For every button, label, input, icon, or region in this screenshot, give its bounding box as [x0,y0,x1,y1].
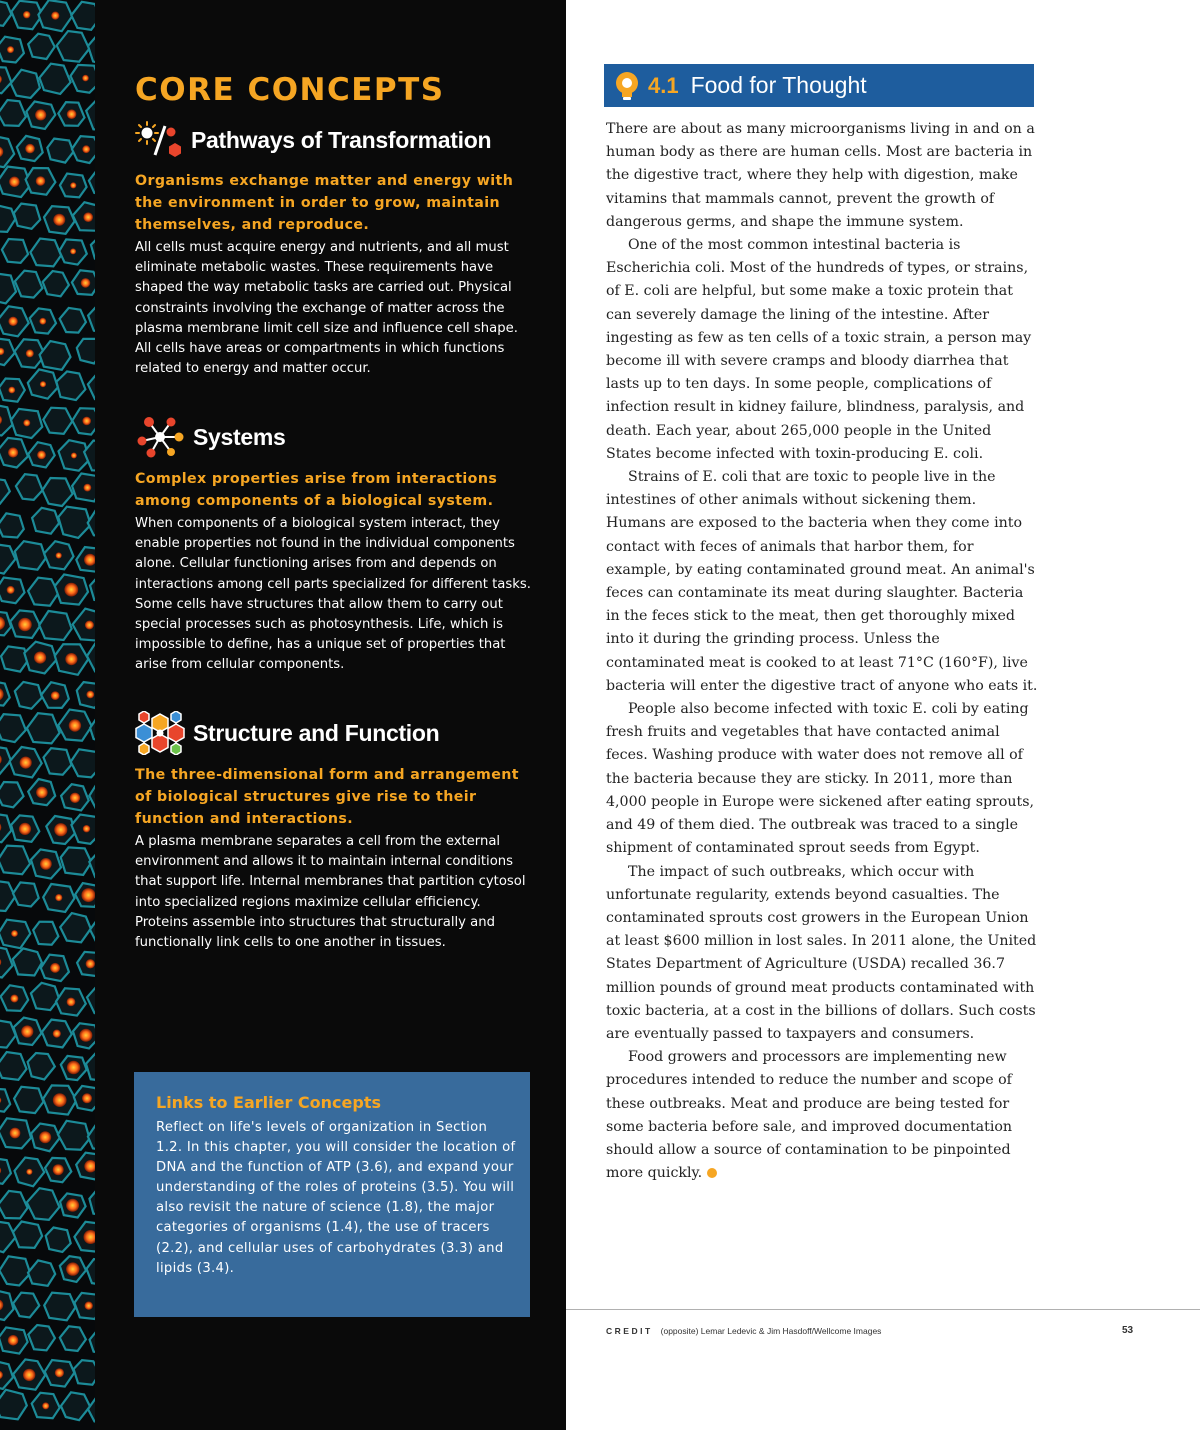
micrograph-nucleus [85,621,94,630]
micrograph-nucleus [82,417,91,426]
transformation-icon [135,121,183,159]
micrograph-nucleus [53,214,65,226]
micrograph-nucleus [19,823,31,835]
micrograph-nucleus [67,109,77,119]
concept-header-transformation [135,121,491,159]
micrograph-cell [14,1087,43,1113]
micrograph-nucleus [36,787,48,799]
article-paragraph: Strains of E. coli that are toxic to people live in the intestines of other animals without sickening them. Humans are exposed to the bacteria when they come into contact with feces of animals that harbor them, for example, by eating contaminated ground meat. An animal's feces can contaminate its meat during slaughter. Bacteria in the feces stick to the meat, then get thoroughly mixed into it during the grinding process. Unless the contaminated meat is cooked to at least 71°C (160°F), live bacteria will enter the digestive tract of anyone who eats it. [606,469,1038,694]
micrograph-nucleus [66,1199,79,1212]
micrograph-nucleus [53,1164,64,1175]
micrograph-nucleus [39,1131,51,1143]
article-paragraph: People also become infected with toxic E. coli by eating fresh fruits and vegetables that have contacted animal feces. Washing produce with water does not remove all of the bacteria because they are sticky. In 2011, more than 4,000 people in Europe were sickened after eating sprouts, and 49 of them died. The outbreak was traced to a single shipment of contaminated sprout seeds from Egypt. [606,701,1035,857]
micrograph-nucleus [81,278,91,288]
micrograph-nucleus [8,1335,19,1346]
micrograph-nucleus [23,1369,35,1381]
micrograph-nucleus [70,248,76,254]
micrograph-cell [58,1121,90,1150]
micrograph-nucleus [53,1093,67,1107]
links-to-earlier-concepts-box [134,1072,530,1317]
micrograph-nucleus [18,618,32,632]
section-banner [604,64,1034,107]
core-concepts-title: CORE CONCEPTS [135,72,445,108]
micrograph-nucleus [42,1402,49,1409]
micrograph-nucleus [55,894,62,901]
micrograph-cell [0,1052,27,1080]
micrograph-cell [77,339,95,364]
micrograph-nucleus [64,583,78,597]
micrograph-nucleus [26,1169,32,1175]
credit-label: CREDIT [606,1326,653,1336]
links-body: Reflect on life's levels of organization in Section 1.2. In this chapter, you will consider the location of DNA and the function of ATP (3.6), and expand your understanding of the roles of proteins (3.5). You will also revisit the nature of science (1.8), the major categories of organisms (1.4), the use of tracers (2.2), and cellular uses of carbohydrates (3.3) and lipids (3.4). [156,1120,516,1276]
micrograph-nucleus [10,1128,21,1139]
micrograph-nucleus [8,317,17,326]
micrograph-nucleus [11,930,18,937]
section-title: Food for Thought [690,72,867,98]
article-paragraph: There are about as many microorganisms living in and on a human body as there are human cells. Most are bacteria in the digestive tract, where they help with digestion, make vitamins that mammals cannot, prevent the growth of dangerous germs, and shape the immune system. [606,121,1035,230]
micrograph-nucleus [83,825,90,832]
micrograph-nucleus [26,349,34,357]
micrograph-nucleus [55,1368,64,1377]
footer-divider [566,1309,1200,1310]
concept-summary: Organisms exchange matter and energy with the environment in order to grow, maintain themselves, and reproduce. [135,173,514,233]
micrograph-nucleus [7,586,15,594]
micrograph-cell [61,847,92,875]
micrograph-nucleus [86,959,95,968]
article-body [606,118,1038,1185]
page-number: 53 [1122,1325,1134,1336]
article-paragraph: The impact of such outbreaks, which occur with unfortunate regularity, extends beyond casualties. The contaminated sprouts cost growers in the European Union at least $600 million in lost sales. In 2011 alone, the United States Department of Agriculture (USDA) recalled 36.7 million pounds of ground meat products contaminated with toxic bacteria, at a cost in the billions of dollars. Such costs are eventually passed to taxpayers and consumers. [606,863,1037,1042]
micrograph-nucleus [7,46,14,53]
concept-summary: Complex properties arise from interactions among components of a biological system. [135,471,498,509]
cell-micrograph-image [0,0,95,1430]
micrograph-nucleus [84,484,92,492]
micrograph-nucleus [39,318,46,325]
micrograph-nucleus [20,757,32,769]
structure-function-icon [135,711,185,755]
micrograph-nucleus [34,652,46,664]
article-paragraph: One of the most common intestinal bacteria is Escherichia coli. Most of the hundreds of types, or strains, of E. coli are helpful, but some make a toxic protein that can severely damage the lining of the intestine. After ingesting as few as ten cells of a toxic strain, a person may become ill with severe cramps and bloody diarrhea that lasts up to ten days. In some people, complications of infection result in kidney failure, blindness, paralysis, and death. Each year, about 265,000 people in the United States become infected with toxin-producing E. coli. [606,237,1032,462]
micrograph-nucleus [66,1262,79,1275]
micrograph-nucleus [8,447,18,457]
micrograph-nucleus [9,177,20,188]
micrograph-nucleus [86,691,94,699]
micrograph-nucleus [40,381,46,387]
micrograph-nucleus [70,182,76,188]
concept-summary: The three-dimensional form and arrangement of biological structures give rise to their function and interactions. [135,767,519,827]
cell-micrograph-svg [0,0,95,1430]
links-title: Links to Earlier Concepts [156,1093,381,1112]
micrograph-cell [33,922,58,945]
concept-title: Systems [193,423,286,450]
micrograph-cell [13,1222,42,1248]
micrograph-nucleus [53,1030,61,1038]
credit-text: (opposite) Lemar Ledevic & Jim Hasdoff/Wellcome Images [660,1326,882,1336]
micrograph-nucleus [51,691,60,700]
concept-body: A plasma membrane separates a cell from the external environment and allows it to maintain internal conditions that support life. Internal membranes that partition cytosol into specialized regions maximize cellular efficiency. Proteins assemble into structures that structurally and functionally link cells to one another in tissues. [135,834,526,951]
end-of-section-icon [707,1168,717,1178]
micrograph-nucleus [83,212,93,222]
micrograph-nucleus [36,176,46,186]
micrograph-nucleus [67,1061,80,1074]
micrograph-cell [14,204,40,229]
micrograph-nucleus [65,653,77,665]
micrograph-nucleus [51,12,59,20]
concept-body: All cells must acquire energy and nutrients, and all must eliminate metabolic wastes. These requirements have shaped the way metabolic tasks are carried out. Physical constraints involving the exchange of matter across the plasma membrane limit cell size and influence cell shape. All cells have areas or compartments in which functions related to energy and matter occur. [135,240,518,377]
concept-header-systems [135,415,286,459]
micrograph-nucleus [37,451,46,460]
micrograph-cell [44,748,72,775]
micrograph-nucleus [79,1029,92,1042]
micrograph-nucleus [10,995,18,1003]
micrograph-nucleus [56,552,62,558]
micrograph-nucleus [40,858,52,870]
micrograph-nucleus [23,11,30,18]
micrograph-cell [46,1228,71,1252]
micrograph-nucleus [85,1302,93,1310]
micrograph-nucleus [25,144,35,154]
credit-line [606,1326,881,1336]
micrograph-nucleus [35,109,46,120]
micrograph-cell [44,1293,75,1321]
concept-title: Structure and Function [193,719,440,746]
micrograph-nucleus [50,963,60,973]
micrograph-nucleus [67,998,76,1007]
micrograph-nucleus [8,387,15,394]
micrograph-nucleus [82,1093,92,1103]
micrograph-cell [15,541,46,570]
micrograph-nucleus [54,823,67,836]
concept-title: Pathways of Transformation [191,126,492,153]
micrograph-cell [13,882,39,906]
micrograph-cell [0,513,24,537]
micrograph-nucleus [82,145,90,153]
micrograph-nucleus [81,888,95,902]
micrograph-nucleus [82,75,89,82]
section-number: 4.1 [648,72,679,98]
micrograph-nucleus [71,453,77,459]
systems-icon [135,415,185,459]
micrograph-nucleus [21,1025,33,1037]
micrograph-nucleus [23,419,30,426]
article-paragraph-text: Food growers and processors are implementing new procedures intended to reduce the number and scope of these outbreaks. Meat and produce are being tested for some bacteria before sale, and improved documentation should allow a source of contamination to be pinpointed more quickly. [606,1049,1013,1182]
lightbulb-icon [612,70,642,102]
micrograph-nucleus [70,793,80,803]
concept-body: When components of a biological system interact, they enable properties not found in the individual components alone. Cellular functioning arises from and depends on interactions among cell parts specialized for different tasks. Some cells have structures that allow them to carry out special processes such as photosynthesis. Life, which is impossible to define, has a unique set of properties that arise from cellular components. [135,516,531,673]
micrograph-nucleus [69,719,81,731]
micrograph-cell [2,239,28,263]
concept-header-structure-function [135,711,439,755]
article-paragraph-last [606,1046,1038,1185]
